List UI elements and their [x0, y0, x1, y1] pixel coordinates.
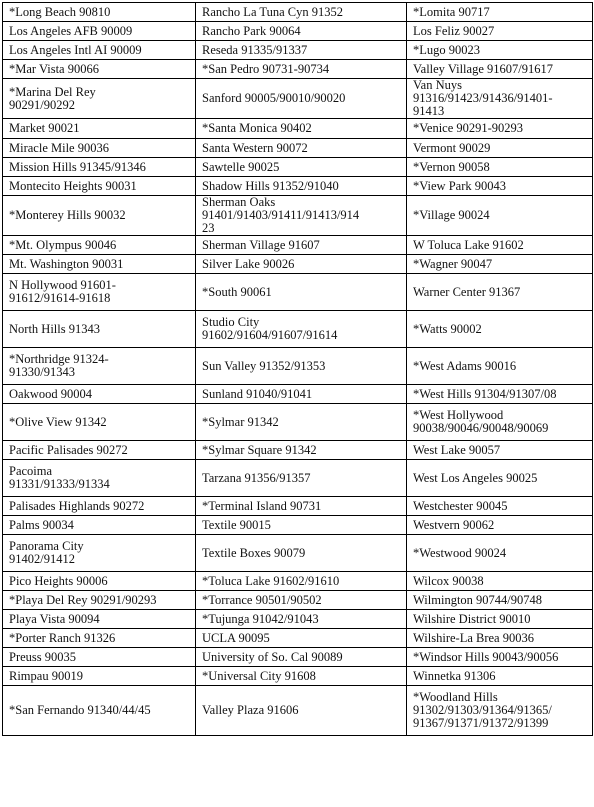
table-cell	[3, 177, 196, 196]
table-row	[3, 3, 593, 22]
table-cell	[407, 610, 593, 629]
table-cell	[3, 158, 196, 177]
cell-text: *Sylmar 91342	[202, 414, 279, 429]
table-row	[3, 535, 593, 572]
cell-text: *San Pedro 90731-90734	[202, 61, 330, 76]
cell-text: *San Fernando 91340/44/45	[9, 703, 151, 717]
table-cell	[3, 3, 196, 22]
cell-text: *Woodland Hills 91302/91303/91364/91365/ 91367/91371/91372/91399	[413, 690, 552, 730]
table-cell	[407, 41, 593, 60]
cell-text: *Santa Monica 90402	[202, 121, 312, 135]
table-cell	[407, 60, 593, 79]
table-row	[3, 236, 593, 255]
cell-text: Miracle Mile 90036	[9, 140, 109, 155]
table-cell	[407, 404, 593, 441]
table-cell	[3, 629, 196, 648]
cell-text: Panorama City 91402/91412	[9, 539, 84, 566]
cell-text: *Village 90024	[413, 208, 490, 222]
cell-text: Sunland 91040/91041	[202, 386, 313, 401]
cell-text: Textile 90015	[202, 517, 271, 532]
cell-text: Winnetka 91306	[413, 668, 496, 683]
table-row	[3, 629, 593, 648]
table-cell	[3, 274, 196, 311]
table-cell	[407, 535, 593, 572]
cell-text: Palisades Highlands 90272	[9, 498, 145, 513]
cell-text: *Marina Del Rey 90291/90292	[9, 84, 96, 112]
table-row	[3, 158, 593, 177]
table-row	[3, 274, 593, 311]
table-cell	[196, 158, 407, 177]
table-cell	[196, 572, 407, 591]
cell-text: Market 90021	[9, 121, 80, 135]
cell-text: N Hollywood 91601- 91612/91614-91618	[9, 278, 116, 305]
table-cell	[3, 516, 196, 535]
table-row	[3, 348, 593, 385]
cell-text: *West Adams 90016	[413, 358, 517, 373]
cell-text: Mt. Washington 90031	[9, 256, 124, 271]
table-cell	[196, 348, 407, 385]
cell-text: Sherman Oaks 91401/91403/91411/91413/914 23	[202, 195, 360, 235]
cell-text: Sawtelle 90025	[202, 159, 280, 174]
cell-text: *Sylmar Square 91342	[202, 442, 317, 457]
cell-text: Rancho La Tuna Cyn 91352	[202, 4, 343, 19]
table-row	[3, 60, 593, 79]
page-content	[2, 2, 592, 736]
table-cell	[407, 686, 593, 736]
table-cell	[196, 497, 407, 516]
table-cell	[196, 41, 407, 60]
table-cell	[407, 460, 593, 497]
cell-text: *Tujunga 91042/91043	[202, 611, 319, 626]
cell-text: Silver Lake 90026	[202, 256, 295, 271]
table-cell	[3, 255, 196, 274]
table-cell	[3, 60, 196, 79]
table-cell	[196, 648, 407, 667]
cell-text: Wilmington 90744/90748	[413, 592, 543, 607]
cell-text: *Playa Del Rey 90291/90293	[9, 592, 157, 607]
table-cell	[196, 610, 407, 629]
table-cell	[196, 629, 407, 648]
table-cell	[407, 139, 593, 158]
cell-text: *Mar Vista 90066	[9, 61, 99, 76]
cell-text: Rimpau 90019	[9, 668, 83, 683]
cell-text: Pacific Palisades 90272	[9, 442, 128, 457]
cell-text: Reseda 91335/91337	[202, 42, 308, 57]
cell-text: Los Angeles AFB 90009	[9, 23, 133, 38]
table-cell	[196, 274, 407, 311]
table-cell	[196, 177, 407, 196]
cell-text: *Toluca Lake 91602/91610	[202, 573, 340, 588]
cell-text: Playa Vista 90094	[9, 611, 100, 626]
table-cell	[3, 497, 196, 516]
table-cell	[407, 158, 593, 177]
cell-text: Westchester 90045	[413, 498, 508, 513]
table-cell	[407, 274, 593, 311]
cell-text: Pacoima 91331/91333/91334	[9, 464, 110, 491]
cell-text: Tarzana 91356/91357	[202, 470, 311, 485]
cell-text: Westvern 90062	[413, 517, 495, 532]
cell-text: University of So. Cal 90089	[202, 649, 343, 664]
cell-text: Vermont 90029	[413, 140, 491, 155]
table-row	[3, 610, 593, 629]
cell-text: Textile Boxes 90079	[202, 545, 306, 560]
cell-text: Shadow Hills 91352/91040	[202, 178, 339, 193]
table-cell	[407, 516, 593, 535]
table-cell	[3, 535, 196, 572]
table-cell	[196, 255, 407, 274]
table-cell	[407, 311, 593, 348]
table-cell	[407, 441, 593, 460]
table-cell	[407, 236, 593, 255]
table-cell	[407, 3, 593, 22]
table-cell	[407, 79, 593, 119]
table-cell	[407, 119, 593, 139]
table-row	[3, 686, 593, 736]
table-row	[3, 441, 593, 460]
table-row	[3, 516, 593, 535]
table-cell	[196, 686, 407, 736]
table-cell	[3, 441, 196, 460]
cell-text: Valley Village 91607/91617	[413, 61, 553, 76]
table-cell	[407, 348, 593, 385]
cell-text: *Olive View 91342	[9, 414, 107, 429]
table-cell	[407, 648, 593, 667]
cell-text: *Northridge 91324- 91330/91343	[9, 352, 109, 379]
table-cell	[196, 667, 407, 686]
cell-text: W Toluca Lake 91602	[413, 237, 524, 252]
table-row	[3, 196, 593, 236]
cell-text: Studio City 91602/91604/91607/91614	[202, 315, 338, 342]
table-row	[3, 139, 593, 158]
table-cell	[407, 22, 593, 41]
table-cell	[3, 119, 196, 139]
table-cell	[407, 591, 593, 610]
table-row	[3, 79, 593, 119]
cell-text: Warner Center 91367	[413, 284, 521, 299]
table-row	[3, 460, 593, 497]
cell-text: *West Hills 91304/91307/08	[413, 386, 557, 401]
cell-text: Sherman Village 91607	[202, 237, 320, 252]
cell-text: *Lugo 90023	[413, 42, 481, 57]
table-row	[3, 119, 593, 139]
table-cell	[3, 79, 196, 119]
table-cell	[196, 139, 407, 158]
table-row	[3, 255, 593, 274]
cell-text: Mission Hills 91345/91346	[9, 159, 146, 174]
table-row	[3, 41, 593, 60]
table-cell	[196, 385, 407, 404]
table-cell	[407, 572, 593, 591]
table-row	[3, 177, 593, 196]
cell-text: Preuss 90035	[9, 649, 77, 664]
table-cell	[196, 79, 407, 119]
cell-text: *Watts 90002	[413, 321, 482, 336]
table-cell	[407, 385, 593, 404]
table-row	[3, 385, 593, 404]
cell-text: North Hills 91343	[9, 321, 100, 336]
cell-text: *Venice 90291-90293	[413, 121, 524, 135]
table-cell	[3, 648, 196, 667]
table-cell	[196, 60, 407, 79]
table-cell	[3, 404, 196, 441]
cell-text: *Porter Ranch 91326	[9, 630, 116, 645]
cell-text: *South 90061	[202, 284, 272, 299]
cell-text: Los Feliz 90027	[413, 23, 495, 38]
table-cell	[196, 441, 407, 460]
table-cell	[3, 348, 196, 385]
table-cell	[3, 667, 196, 686]
table-cell	[3, 610, 196, 629]
cell-text: Montecito Heights 90031	[9, 178, 137, 193]
table-row	[3, 311, 593, 348]
table-row	[3, 591, 593, 610]
table-cell	[196, 311, 407, 348]
cell-text: *Vernon 90058	[413, 159, 490, 174]
table-cell	[3, 41, 196, 60]
table-cell	[3, 236, 196, 255]
cell-text: *Westwood 90024	[413, 545, 507, 560]
cell-text: Sun Valley 91352/91353	[202, 358, 326, 373]
table-row	[3, 497, 593, 516]
cell-text: Van Nuys 91316/91423/91436/91401- 91413	[413, 78, 553, 118]
table-cell	[196, 591, 407, 610]
cell-text: Valley Plaza 91606	[202, 703, 299, 717]
cell-text: Santa Western 90072	[202, 140, 308, 155]
cell-text: West Los Angeles 90025	[413, 470, 538, 485]
table-body	[3, 3, 593, 736]
neighborhood-zip-table	[2, 2, 593, 736]
table-row	[3, 667, 593, 686]
cell-text: West Lake 90057	[413, 442, 501, 457]
table-cell	[3, 22, 196, 41]
cell-text: *Torrance 90501/90502	[202, 592, 322, 607]
table-cell	[196, 196, 407, 236]
table-cell	[407, 255, 593, 274]
cell-text: Los Angeles Intl AI 90009	[9, 42, 142, 57]
table-cell	[407, 497, 593, 516]
table-row	[3, 648, 593, 667]
table-cell	[3, 686, 196, 736]
cell-text: *Lomita 90717	[413, 4, 490, 19]
table-cell	[196, 460, 407, 497]
cell-text: Rancho Park 90064	[202, 23, 301, 38]
cell-text: *Mt. Olympus 90046	[9, 237, 117, 252]
table-row	[3, 404, 593, 441]
table-cell	[196, 516, 407, 535]
cell-text: Wilcox 90038	[413, 573, 484, 588]
table-row	[3, 572, 593, 591]
cell-text: Wilshire District 90010	[413, 611, 531, 626]
table-cell	[196, 404, 407, 441]
table-cell	[3, 139, 196, 158]
table-cell	[3, 591, 196, 610]
cell-text: *Universal City 91608	[202, 668, 316, 683]
table-cell	[407, 177, 593, 196]
cell-text: Sanford 90005/90010/90020	[202, 91, 346, 105]
table-cell	[407, 667, 593, 686]
cell-text: Pico Heights 90006	[9, 573, 108, 588]
table-cell	[196, 535, 407, 572]
table-cell	[407, 629, 593, 648]
cell-text: *Terminal Island 90731	[202, 498, 322, 513]
table-cell	[3, 311, 196, 348]
cell-text: *West Hollywood 90038/90046/90048/90069	[413, 408, 549, 435]
cell-text: *View Park 90043	[413, 178, 506, 193]
cell-text: *Windsor Hills 90043/90056	[413, 649, 559, 664]
table-cell	[3, 460, 196, 497]
table-cell	[196, 119, 407, 139]
table-cell	[407, 196, 593, 236]
table-cell	[3, 572, 196, 591]
table-cell	[3, 385, 196, 404]
cell-text: UCLA 90095	[202, 630, 270, 645]
table-row	[3, 22, 593, 41]
table-cell	[196, 3, 407, 22]
cell-text: Oakwood 90004	[9, 386, 92, 401]
cell-text: Palms 90034	[9, 517, 74, 532]
table-cell	[196, 22, 407, 41]
cell-text: Wilshire-La Brea 90036	[413, 630, 534, 645]
table-cell	[196, 236, 407, 255]
cell-text: *Wagner 90047	[413, 256, 493, 271]
cell-text: *Long Beach 90810	[9, 4, 111, 19]
cell-text: *Monterey Hills 90032	[9, 208, 126, 222]
table-cell	[3, 196, 196, 236]
